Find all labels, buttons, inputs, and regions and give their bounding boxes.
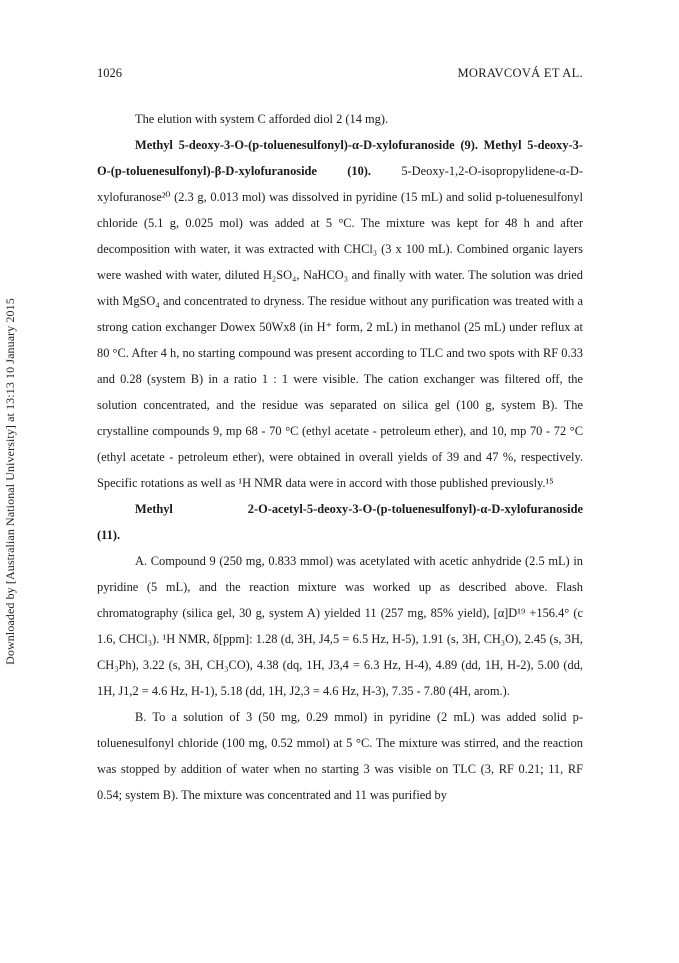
title-11-left: Methyl [135, 502, 173, 516]
download-watermark [0, 0, 20, 963]
paragraph-elution: The elution with system C afforded diol 2 (14 mg). [135, 112, 389, 126]
page-number: 1026 [97, 66, 122, 80]
paragraph-text-9-10: 5-Deoxy-1,2-O-isopropylidene-α-D-xylofuranose²⁰ (2.3 g, 0.013 mol) was dissolved in pyridine (15 mL) and solid p-toluenesulfonyl chloride (5.1 g, 0.025 mol) was added at 5 °C. The mixture was kept for 48 h and after decomposition with water, it was extracted with CHCl₃ (3 x 100 mL). Combined organic layers were washed with water, diluted H₂SO₄, NaHCO₃ and finally with water. The solution was dried with MgSO₄ and concentrated to dryness. The residue without any purification was treated with a strong cation exchanger Dowex 50Wx8 (in H⁺ form, 2 mL) in methanol (25 mL) under reflux at 80 °C. After 4 h, no starting compound was present according to TLC and two spots with RF 0.33 and 0.28 (system B) in a ratio 1 : 1 were visible. The cation exchanger was filtered off, the solution concentrated, and the residue was separated on silica gel (100 g, system B). The crystalline compounds 9, mp 68 - 70 °C (ethyl acetate - petroleum ether), and 10, mp 70 - 72 °C (ethyl acetate - petroleum ether), were obtained in overall yields of 39 and 47 %, respectively. Specific rotations as well as ¹H NMR data were in accord with those published previously.¹⁵ [97, 164, 583, 490]
paragraph-compounds-9-10 [97, 132, 583, 496]
section-title-9-10: Methyl 5-deoxy-3-O-(p-toluenesulfonyl)-α-D-xylofuranoside (9). Methyl 5-deoxy-3-O-(p-toluenesulfonyl)-β-D-xylofuranoside (10). [97, 138, 583, 178]
paragraph-procedure-a: A. Compound 9 (250 mg, 0.833 mmol) was acetylated with acetic anhydride (2.5 mL) in pyridine (5 mL), and the reaction mixture was worked up as described above. Flash chromatography (silica gel, 30 g, system A) yielded 11 (257 mg, 85% yield), [α]D¹⁹ +156.4° (c 1.6, CHCl₃). ¹H NMR, δ[ppm]: 1.28 (d, 3H, J4,5 = 6.5 Hz, H-5), 1.91 (s, 3H, CH₃O), 2.45 (s, 3H, CH₃Ph), 3.22 (s, 3H, CH₃CO), 4.38 (dq, 1H, J3,4 = 6.3 Hz, H-4), 4.89 (dd, 1H, H-2), 5.00 (dd, 1H, J1,2 = 4.6 Hz, H-1), 5.18 (dd, 1H, J2,3 = 4.6 Hz, H-3), 7.35 - 7.80 (4H, arom.). [97, 554, 583, 698]
download-note-text: Downloaded by [Australian National University] at 13:13 10 January 2015 [2, 298, 17, 665]
section-title-11 [97, 496, 583, 522]
title-11-right: 2-O-acetyl-5-deoxy-3-O-(p-toluenesulfonyl)-α-D-xylofuranoside [247, 502, 583, 516]
title-11-number: (11). [97, 528, 121, 542]
article-body [97, 106, 583, 808]
running-head: MORAVCOVÁ ET AL. [457, 66, 583, 80]
paragraph-procedure-b: B. To a solution of 3 (50 mg, 0.29 mmol) in pyridine (2 mL) was added solid p-toluenesulfonyl chloride (100 mg, 0.52 mmol) at 5 °C. The mixture was stirred, and the reaction was stopped by addition of water when no starting 3 was visible on TLC (3, RF 0.21; 11, RF 0.54; system B). The mixture was concentrated and 11 was purified by [97, 710, 583, 802]
